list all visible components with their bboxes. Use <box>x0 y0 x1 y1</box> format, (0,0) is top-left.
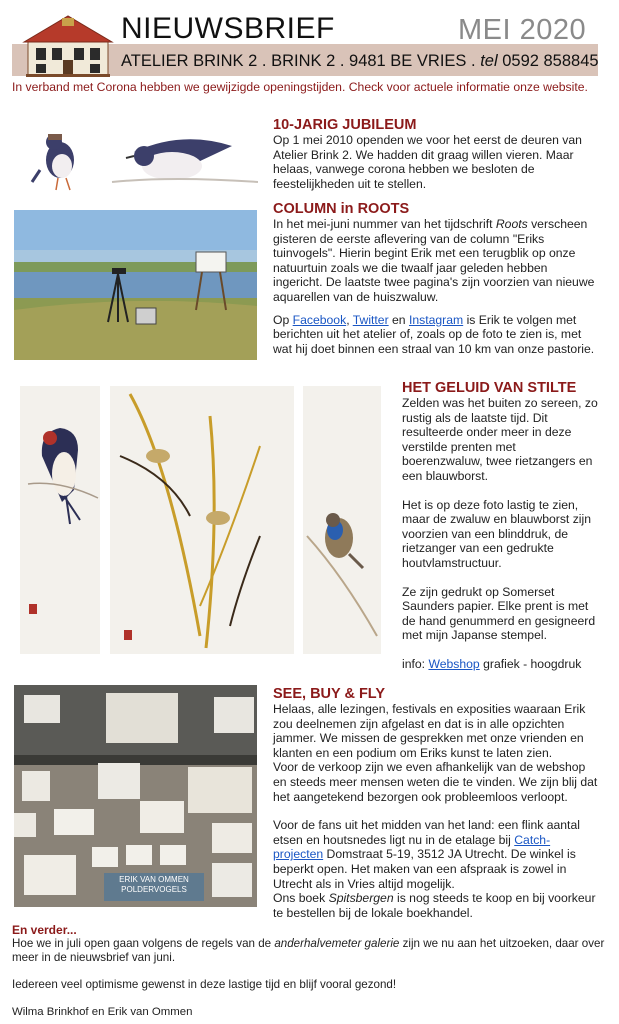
header-address <box>121 52 599 71</box>
landscape-painting-photo <box>14 210 257 360</box>
stilte-p3: Ze zijn gedrukt op Somerset Saunders papier. Elke prent is met de hand genummerd en gesigneerd met mijn Japanse stempel. <box>402 584 596 643</box>
tel-label: tel <box>480 52 498 70</box>
webshop-link[interactable]: Webshop <box>428 656 480 671</box>
newsletter-title: NIEUWSBRIEF <box>121 12 335 45</box>
swallow-print <box>20 386 100 654</box>
catch-projecten-link[interactable]: Catch-projecten <box>273 832 551 862</box>
section-verder <box>12 923 608 1020</box>
verder-heading: En verder... <box>12 923 77 937</box>
facebook-link[interactable]: Facebook <box>292 312 347 327</box>
verder-text: Hoe we in juli open gaan volgens de regels van de anderhalvemeter galerie zijn we nu aan het uitzoeken, daar over meer in de nieuwsbrief van juni. <box>12 937 605 964</box>
stilte-heading: HET GELUID VAN STILTE <box>402 380 577 396</box>
see-p2: Voor de verkoop zijn we even afhankelijk van de webshop en steeds meer mensen weten die te vinden. We zijn blij dat het aangetekend bezorgen ook probleemloos verloopt. <box>273 760 598 804</box>
section-see-buy-fly <box>273 686 598 920</box>
social-paragraph: Op Facebook, Twitter en Instagram is Erik te volgen met berichten uit het atelier of, zoals op de foto te zien is, met wat hij doet binnen een straal van 10 km van onze pastorie. <box>273 312 595 356</box>
atelier-house-logo <box>22 12 114 78</box>
column-text: In het mei-juni nummer van het tijdschrift Roots verscheen gisteren de eerste aflevering van de column "Eriks tuinvogels". Hierin begint Erik met een terugblik op onze natuurtuin zoals we die twaalf jaar geleden hebben ingericht. De laatste twee pagina's zijn voorzien van nieuwe aquarellen van de huiszwaluw. <box>273 217 595 304</box>
instagram-link[interactable]: Instagram <box>408 312 464 327</box>
stilte-p2: Het is op deze foto lastig te zien, maar de zwaluw en blauwborst zijn voorzien van een blinddruk, de rietzanger van een gedrukte houtvlamstructuur. <box>402 497 591 570</box>
section-column <box>273 201 598 356</box>
see-p1: Helaas, alle lezingen, festivals en exposities waaraan Erik zou deelnemen zijn afgelast en dat is in alle opzichten jammer. We missen de gesprekken met onze vrienden en klanten en een podium om Eriks kunst te laten zien. <box>273 702 586 760</box>
book-title: POLDERVOGELS <box>121 885 187 894</box>
see-p3: Voor de fans uit het midden van het land: een flink aantal etsen en houtsnedes ligt nu in de etalage bij Catch-projecten Domstraat 5-19, 3512 JA Utrecht. De winkel is beperkt open. Het maken van een afspraak is zowel in Utrecht als in Vries altijd mogelijk. <box>273 818 580 891</box>
shop-window-photo <box>14 685 257 907</box>
issue-month: MEI 2020 <box>458 14 587 46</box>
swallows-illustration <box>22 120 258 194</box>
stilte-p1: Zelden was het buiten zo sereen, zo rustig als de laatste tijd. Dit resulteerde onder meer in deze verstilde prenten met boerenzwaluw, twee rietzangers en een blauwborst. <box>402 396 598 483</box>
address-text: ATELIER BRINK 2 . BRINK 2 . 9481 BE VRIES . <box>121 52 476 70</box>
book-cover-text <box>108 875 200 895</box>
section-stilte <box>402 380 598 672</box>
book-author: ERIK VAN OMMEN <box>119 875 189 884</box>
see-p4: Ons boek Spitsbergen is nog steeds te koop en bij voorkeur te bestellen bij de lokale boekhandel. <box>273 891 596 920</box>
section-jubileum <box>273 117 598 191</box>
twitter-link[interactable]: Twitter <box>352 312 389 327</box>
bluethroat-print <box>303 386 381 654</box>
jubileum-text: Op 1 mei 2010 openden we voor het eerst de deuren van Atelier Brink 2. We hadden dit graag willen vieren. Maar helaas, vanwege corona hebben we besloten de feestelijkheden uit te stellen. <box>273 133 582 191</box>
corona-notice: In verband met Corona hebben we gewijzigde openingstijden. Check voor actuele informatie onze website. <box>12 80 588 94</box>
see-heading: SEE, BUY & FLY <box>273 686 386 702</box>
jubileum-heading: 10-JARIG JUBILEUM <box>273 117 417 133</box>
reed-warblers-print <box>110 386 294 654</box>
signature: Wilma Brinkhof en Erik van Ommen <box>12 1006 193 1018</box>
stilte-info: info: Webshop grafiek - hoogdruk <box>402 656 582 671</box>
tel-number: 0592 858845 <box>502 52 599 70</box>
column-heading: COLUMN in ROOTS <box>273 201 410 217</box>
verder-wish: Iedereen veel optimisme gewenst in deze lastige tijd en blijf vooral gezond! <box>12 978 397 991</box>
